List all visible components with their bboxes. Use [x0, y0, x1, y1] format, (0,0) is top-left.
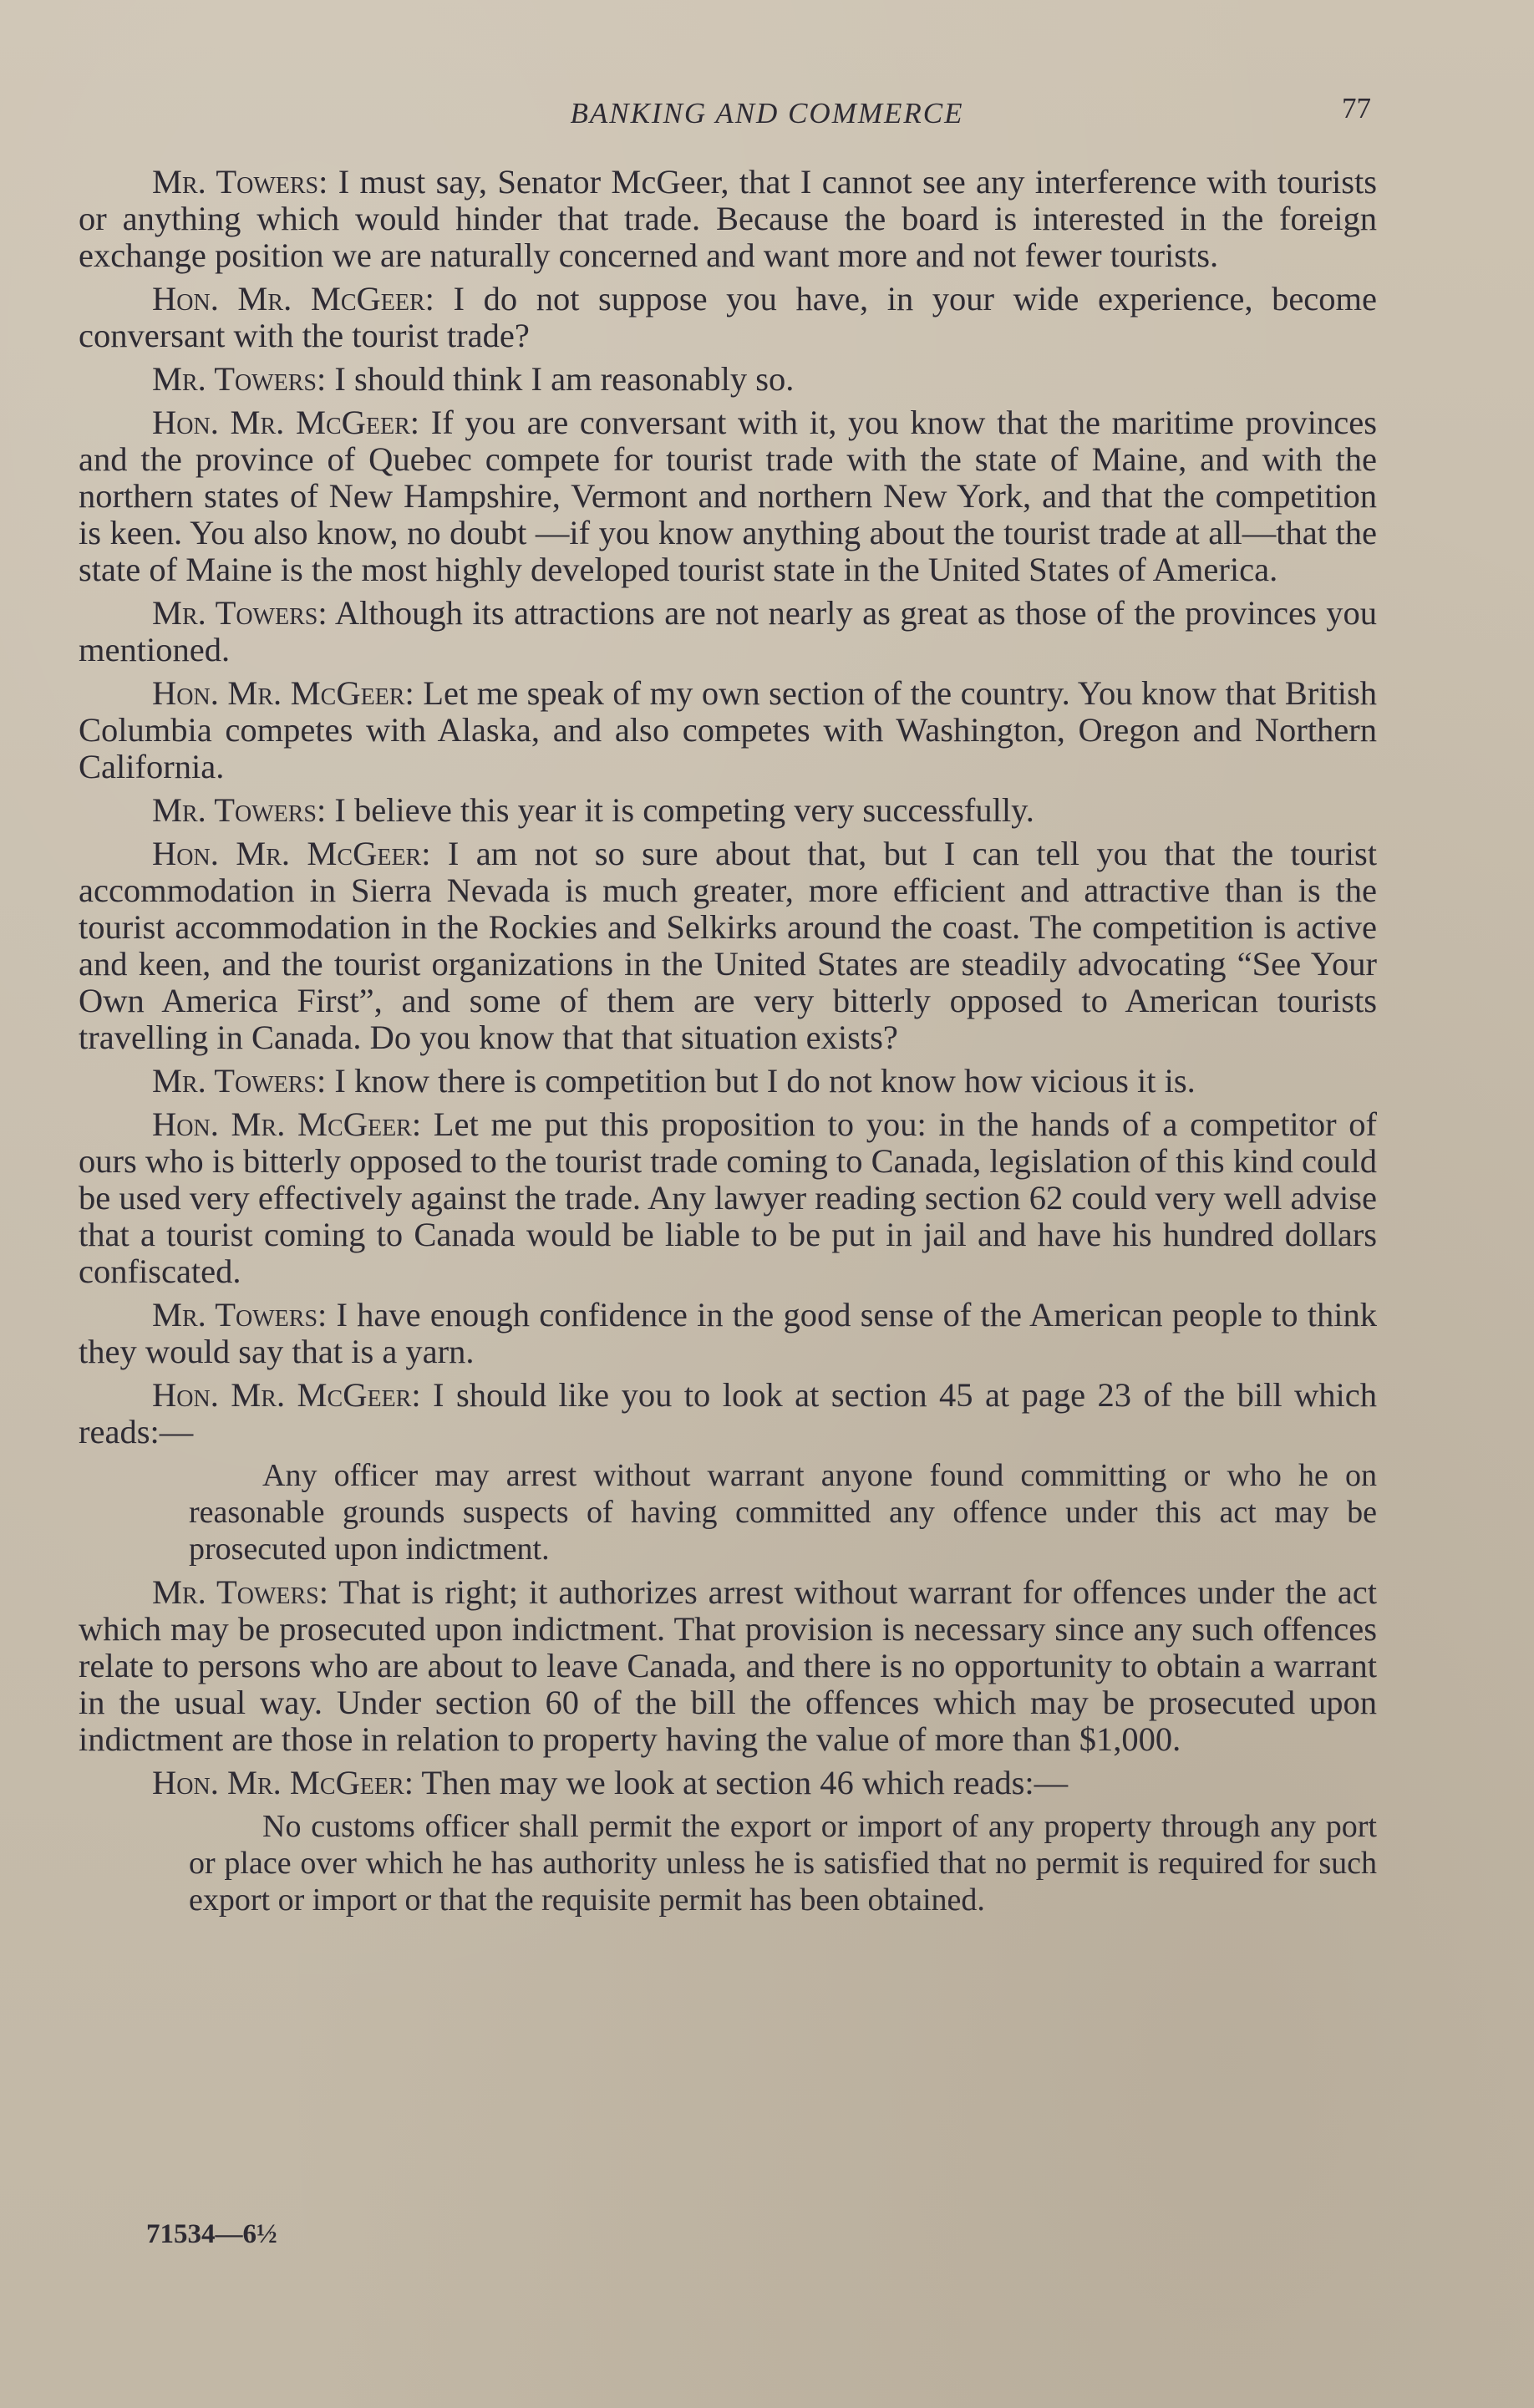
speaker-name: Hon. Mr. McGeer: — [152, 1105, 422, 1143]
running-title: BANKING AND COMMERCE — [570, 97, 964, 130]
speech-text: That is right; it authorizes arrest without warrant for offences under the act which may be prosecuted upon indictment. That provision is necessary since any such offences relate to persons who are about to leave Canada, and there is no opportunity to obtain a warrant in the usual way. Under section 60 of the bill the offences which may be prosecuted upon indictment are those in relation to property having the value of more than $1,000. — [79, 1573, 1378, 1758]
speaker-name: Mr. Towers: — [152, 163, 328, 201]
speech-text: Then may we look at section 46 which reads:— — [413, 1764, 1069, 1801]
speaker-name: Mr. Towers: — [152, 1573, 328, 1611]
paragraph — [79, 404, 1377, 588]
paragraph — [79, 1574, 1377, 1758]
speech-text: Let me speak of my own section of the country. You know that British Columbia competes with Alaska, and also competes with Washington, Oregon and Northern California. — [79, 674, 1377, 785]
speaker-name: Mr. Towers: — [152, 1296, 328, 1334]
paragraph — [79, 595, 1377, 668]
page-number: 77 — [1342, 92, 1371, 124]
speaker-name: Mr. Towers: — [152, 791, 327, 829]
speaker-name: Hon. Mr. McGeer: — [152, 280, 434, 318]
speech-text: I should like you to look at section 45 at page 23 of the bill which reads:— — [79, 1376, 1377, 1450]
speech-text: I am not so sure about that, but I can tell you that the tourist accommodation in Sierra Nevada is much greater, more efficient and attractive than is the tourist accommodation in the Rockies and Selkirks around the coast. The competition is active and keen, and the tourist organizations in the United States are steadily advocating “See Your Own America First”, and some of them are very bitterly opposed to American tourists travelling in Canada. Do you know that that situation exists? — [79, 835, 1378, 1056]
paragraph — [79, 281, 1377, 354]
paragraph — [79, 361, 1377, 398]
speech-text: Although its attractions are not nearly as great as those of the provinces you mentioned. — [79, 594, 1377, 668]
speech-text: Let me put this proposition to you: in the hands of a competitor of ours who is bitterly opposed to the tourist trade coming to Canada, legislation of this kind could be used very effectively against the trade. Any lawyer reading section 62 could very well advise that a tourist coming to Canada would be liable to be put in jail and have his hundred dollars confiscated. — [79, 1105, 1377, 1290]
speech-text: I know there is competition but I do not know how vicious it is. — [326, 1062, 1196, 1100]
speaker-name: Hon. Mr. McGeer: — [152, 835, 431, 872]
speaker-name: Hon. Mr. McGeer: — [152, 1376, 421, 1414]
body-text — [79, 164, 1377, 1925]
paragraph — [79, 836, 1377, 1056]
speech-text: I should think I am reasonably so. — [326, 360, 795, 398]
speaker-name: Hon. Mr. McGeer: — [152, 404, 420, 441]
speech-text: I do not suppose you have, in your wide experience, become conversant with the tourist trade? — [79, 280, 1377, 354]
paragraph — [79, 1377, 1377, 1450]
speech-text: I must say, Senator McGeer, that I cannot see any interference with tourists or anything which would hinder that trade. Because the board is interested in the foreign exchange position we are naturally concerned and want more and not fewer tourists. — [79, 163, 1377, 274]
speaker-name: Mr. Towers: — [152, 594, 328, 632]
speaker-name: Mr. Towers: — [152, 1062, 327, 1100]
footer-code: 71534—6½ — [146, 2219, 277, 2249]
paragraph — [79, 675, 1377, 785]
paragraph — [79, 1106, 1377, 1290]
speech-text: I believe this year it is competing very successfully. — [326, 791, 1034, 829]
paragraph — [79, 1297, 1377, 1370]
speaker-name: Mr. Towers: — [152, 360, 327, 398]
quoted-passage: Any officer may arrest without warrant anyone found committing or who he on reasonable grounds suspects of having committed any offence under this act may be prosecuted upon indictment. — [189, 1458, 1377, 1567]
speaker-name: Hon. Mr. McGeer: — [152, 674, 414, 712]
running-header — [0, 92, 1534, 134]
paragraph — [79, 1063, 1377, 1100]
quoted-passage: No customs officer shall permit the export or import of any property through any port or place over which he has authority unless he is satisfied that no permit is required for such export or import or that the requisite permit has been obtained. — [189, 1809, 1377, 1918]
speech-text: If you are conversant with it, you know that the maritime provinces and the province of Quebec compete for tourist trade with the state of Maine, and with the northern states of New Hampshire, Vermont and northern New York, and that the competition is keen. You also know, no doubt —if you know anything about the tourist trade at all—that the state of Maine is the most highly developed tourist state in the United States of America. — [79, 404, 1377, 588]
paragraph — [79, 164, 1377, 274]
paragraph — [79, 792, 1377, 829]
paragraph — [79, 1765, 1377, 1801]
speaker-name: Hon. Mr. McGeer: — [152, 1764, 414, 1801]
speech-text: I have enough confidence in the good sense of the American people to think they would say that is a yarn. — [79, 1296, 1377, 1370]
